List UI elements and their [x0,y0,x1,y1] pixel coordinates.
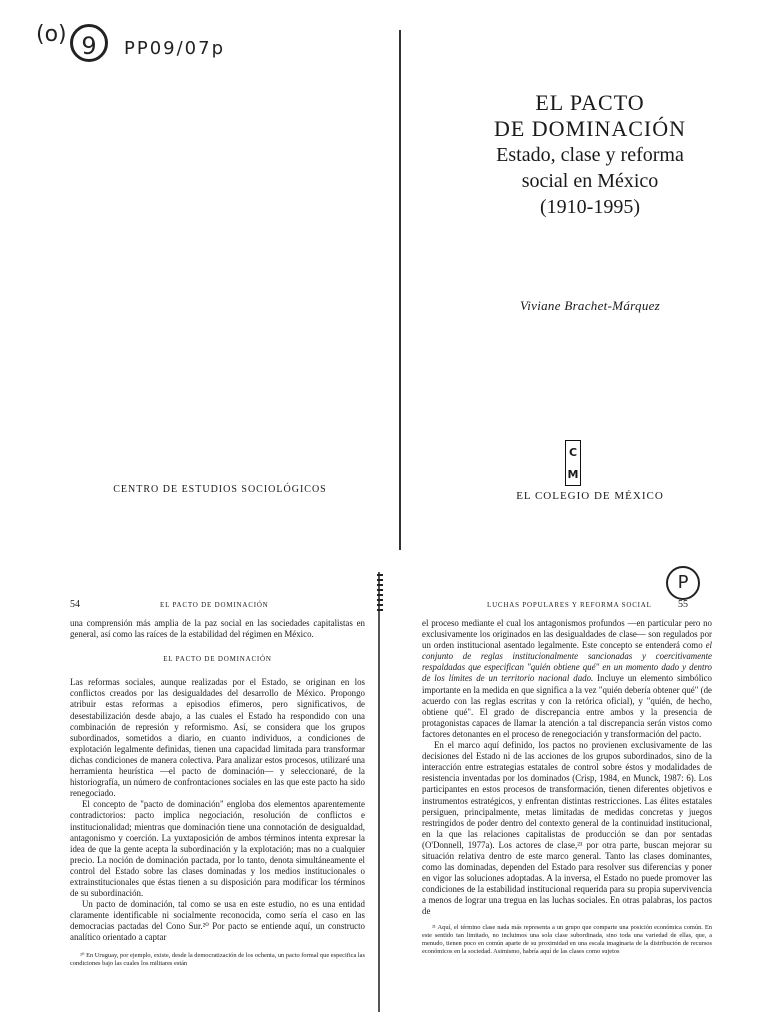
title-line-1: EL PACTO [535,90,645,115]
title-line-2: DE DOMINACIÓN [493,116,687,141]
paragraph: una comprensión más amplia de la paz social en las sociedades capitalistas en general, así como las raíces de la estabilidad del régimen en México. [70,618,365,640]
text-span: Incluye un elemento simbólico importante en la medida en que significa a la vez "quién debería obtener qué" (de acuerdo con las reglas escritas y con la retórica oficial), y "quién, de hecho, obtiene qué". El grado de discrepancia entre ambos y la presencia de protagonistas capaces de llamar la atención a tal discrepancia serán vistos como factores detonantes en el proceso de renegociación y transformación del pacto. [422,673,712,739]
subtitle-line-3: (1910-1995) [540,196,640,218]
scan-mark [377,574,383,614]
center-label: CENTRO DE ESTUDIOS SOCIOLÓGICOS [113,484,327,495]
subtitle-line-2: social en México [521,170,659,192]
footnote: ²¹ Aquí, el término clase nada más representa a un grupo que comparte una posición económica común. En este sentido tan limitado, no incluimos una sola clase subordinada, sino toda una variedad de ellas, que, a menudo, tienen poco en común aparte de su proximidad en una escala imaginaria de la distribución de recursos económicos en la sociedad. Asimismo, habría aquí de las clases como sujetos [422,923,712,955]
page-gutter-bottom [378,572,380,1012]
logo-letter-m: M [567,467,579,481]
emphasis-definition: el conjunto de reglas institucionalmente sancionadas y coercitivamente respaldadas que especifican "quién obtiene qué" en un momento dado y dentro de los límites de un territorio nacional dado. [422,640,712,684]
running-header-55: LUCHAS POPULARES Y REFORMA SOCIAL [487,601,652,609]
paragraph: El concepto de "pacto de dominación" engloba dos elementos aparentemente contradictorios: pacto implica negociación, resolución de conflictos e institucionalidad; mientras que dominación tiene una connotación de desigualdad, antagonismo y coerción. La yuxtaposición de ambos términos intenta expresar la idea de que la gente acepta la subordinación y la explotación; mas no a cualquier precio. La noción de dominación pactada, por lo tanto, denota simultáneamente el control del Estado sobre las clases dominadas y los medios institucionales o extrainstitucionales que éstas tienen a su disposición para modificar los términos de su subordinación. [70,799,365,899]
handwritten-circled-letter: P [666,566,700,600]
publisher-logo [565,440,581,486]
text-span: el proceso mediante el cual los antagonismos profundos —en particular pero no exclusivamente los originados en las desigualdades de clase— son regulados por un orden institucional asentado legalmente. Este concepto se entenderá como [422,618,712,651]
paragraph: Las reformas sociales, aunque realizadas por el Estado, se originan en los conflictos creados por las desigualdades del desarrollo de México. Propongo atribuir estas reformas a episodios efímeros, pero significativos, de desestabilización desde abajo, a las cuales el Estado ha respondido con una combinación de represión y reformismo. Así, se considera que los grupos subordinados, sometidos a diario, en cuanto individuos, a condiciones de explotación legalmente definidas, tienen una capacidad limitada para transformar dichas condiciones de manera colectiva. Para analizar estos procesos, utilizaré una herramienta heurística —el pacto de dominación— y seleccionaré, de la historiografía, un número de confrontaciones sociales en las que este pacto ha sido renegociado. [70,677,365,799]
book-title-block [440,90,740,220]
handwritten-code: PP09/07p [124,38,226,59]
paragraph [422,618,712,740]
footnote-block [422,924,712,956]
page-gutter-top [399,30,401,550]
page-number-55: 55 [678,599,688,610]
logo-letter-c: C [568,445,578,459]
author-name: Viviane Brachet-Márquez [519,298,661,313]
footnote: ²⁰ En Uruguay, por ejemplo, existe, desde la democratización de los ochenta, un pacto formal que especifica las condiciones bajo las cuales los militares están [70,951,365,967]
paragraph: Un pacto de dominación, tal como se usa en este estudio, no es una entidad claramente identificable ni socialmente reconocida, como sería el caso en las democracias pactadas del Cono Sur.²⁰ Por pacto se entiende aquí, un constructo analítico orientado a captar [70,899,365,943]
page-number-54: 54 [70,599,80,610]
page-55-body [422,618,712,956]
subtitle-line-1: Estado, clase y reforma [496,144,684,166]
publisher-name: EL COLEGIO DE MÉXICO [516,490,664,502]
section-heading: EL PACTO DE DOMINACIÓN [163,655,272,664]
handwritten-circled-number: 9 [70,24,108,62]
running-header-54: EL PACTO DE DOMINACIÓN [160,601,269,609]
paragraph: En el marco aquí definido, los pactos no provienen exclusivamente de las decisiones del Estado ni de las acciones de los grupos subordinados, sino de la interacción entre estrategias estatales de control sobre éstos y modalidades de resistencia inventadas por los dominados (Crisp, 1984, en Munck, 1987: 6). Los participantes en estos procesos de transformación, tienen diferentes objetivos e instrumentos estratégicos, y enfrentan distintas restricciones. Las élites estatales persiguen, principalmente, metas limitadas de medidas concretas y juegos restringidos de poder dentro del contexto general de la continuidad institucional, en la que las relaciones capitalistas de producción se dan por sentadas (O'Donnell, 1977a). Los actores de clase,²¹ por otra parte, buscan mejorar su situación relativa dentro de este marco general. Tanto las clases dominantes, como las dominadas, dependen del Estado para resolver sus diferencias y poner en vigor las soluciones adoptadas. A la inversa, el Estado no puede promover las condiciones de la estabilidad institucional requerida para su propia supervivencia a menos de lograr una tregua en las luchas sociales. En otras palabras, los pactos de [422,740,712,917]
page-54-body [70,618,365,968]
handwritten-mark: (o) [36,22,67,47]
footnote-block [70,952,365,968]
